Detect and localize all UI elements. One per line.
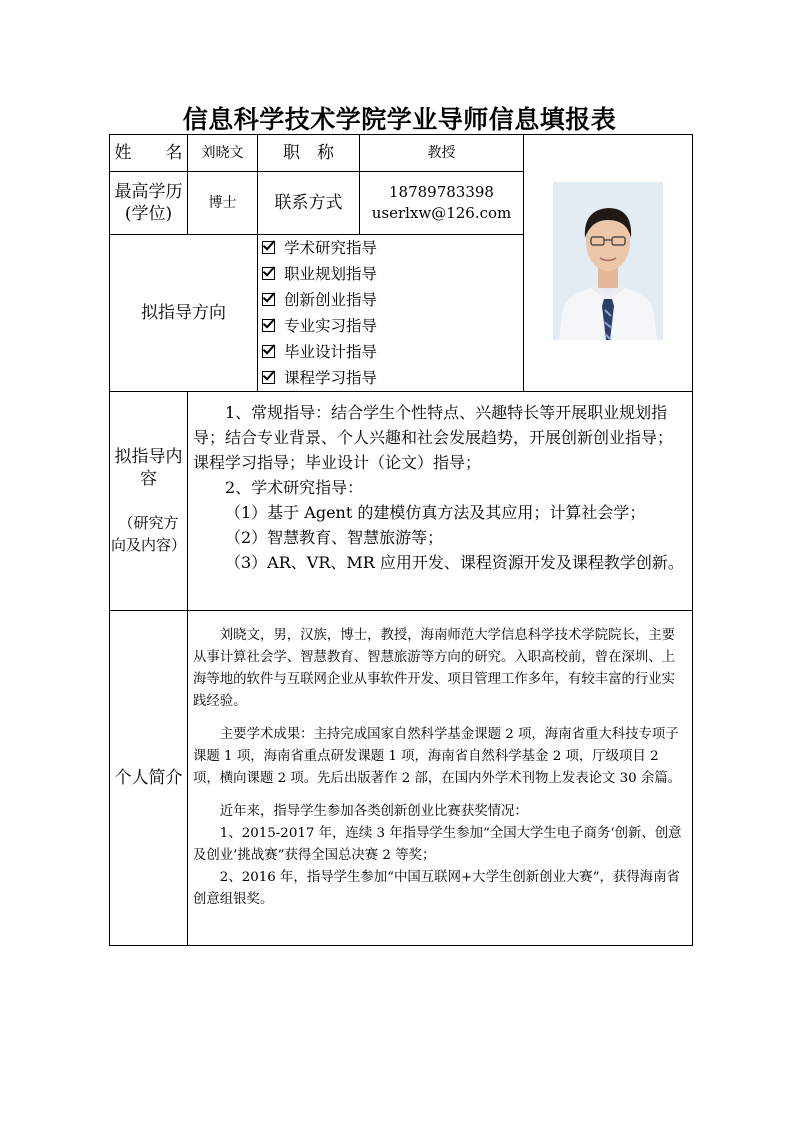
content-label-sub2: 向及内容） — [110, 536, 186, 554]
checked-box-icon — [262, 345, 275, 358]
bio-p1: 刘晓文，男，汉族，博士，教授，海南师范大学信息科学技术学院院长，主要从事计算社会学、智慧教育、智慧旅游等方向的研究。入职高校前，曾在深圳、上海等地的软件与互联网企业从事软件开发、项目管理工作多年，有较丰富的行业实践经验。 — [193, 628, 676, 709]
contact-label: 联系方式 — [258, 172, 360, 235]
checked-box-icon — [262, 293, 275, 306]
content-label — [110, 392, 188, 611]
bio-p2: 主要学术成果：主持完成国家自然科学基金课题 2 项，海南省重大科技专项子课题 1 项，海南省重点研发课题 1 项，海南省自然科学基金 2 项，厅级项目 2 项，横向课题 2 项。先后出版著作 2 部，在国内外学术刊物上发表论文 30 余篇。 — [193, 727, 682, 786]
check-label: 专业实习指导 — [284, 317, 378, 335]
title-label: 职 称 — [258, 135, 360, 172]
photo-cell — [524, 135, 693, 392]
check-label: 创新创业指导 — [284, 291, 378, 309]
bio-text — [188, 611, 693, 946]
content-label-line1: 拟指导内 — [114, 447, 183, 467]
check-item-internship — [262, 313, 401, 339]
phone-number: 18789783398 — [389, 183, 494, 201]
direction-checklist — [258, 235, 524, 392]
content-label-sub1: （研究方 — [118, 514, 179, 532]
check-item-career — [262, 261, 401, 287]
email-address: userlxw@126.com — [371, 204, 512, 222]
title-value: 教授 — [360, 135, 524, 172]
check-item-academic — [262, 235, 401, 261]
check-label: 毕业设计指导 — [284, 343, 378, 361]
contact-value — [360, 172, 524, 235]
content-p2: 2、学术研究指导： — [225, 478, 364, 497]
check-label: 课程学习指导 — [284, 369, 378, 387]
bio-p4: 1、2015-2017 年，连续 3 年指导学生参加“全国大学生电子商务‘创新、创意及创业’挑战赛”获得全国总决赛 2 等奖； — [193, 826, 682, 863]
check-item-graduation — [262, 339, 401, 365]
content-p5: （3）AR、VR、MR 应用开发、课程资源开发及课程教学创新。 — [225, 553, 684, 572]
name-label: 姓 名 — [110, 135, 188, 172]
checked-box-icon — [262, 241, 275, 254]
check-label: 职业规划指导 — [284, 265, 378, 283]
bio-label: 个人简介 — [110, 611, 188, 946]
info-table — [109, 134, 693, 946]
degree-label-line2: (学位) — [124, 204, 173, 224]
check-item-course — [262, 365, 401, 391]
degree-label — [110, 172, 188, 235]
checked-box-icon — [262, 267, 275, 280]
content-p3: （1）基于 Agent 的建模仿真方法及其应用；计算社会学； — [225, 503, 646, 522]
name-value: 刘晓文 — [188, 135, 258, 172]
degree-value: 博士 — [188, 172, 258, 235]
degree-label-line1: 最高学历 — [114, 182, 183, 202]
check-label: 学术研究指导 — [284, 239, 378, 257]
direction-label: 拟指导方向 — [110, 235, 258, 392]
content-text — [188, 392, 693, 611]
page-title: 信息科学技术学院学业导师信息填报表 — [182, 105, 617, 134]
bio-p5: 2、2016 年，指导学生参加“中国互联网+大学生创新创业大赛”，获得海南省创意组银奖。 — [193, 870, 680, 907]
person-portrait-icon — [553, 182, 663, 340]
content-p1: 1、常规指导：结合学生个性特点、兴趣特长等开展职业规划指导；结合专业背景、个人兴趣和社会发展趋势，开展创新创业指导；课程学习指导；毕业设计（论文）指导； — [193, 403, 674, 472]
check-item-innovation — [262, 287, 401, 313]
content-label-line2: 容 — [140, 469, 157, 489]
checked-box-icon — [262, 371, 275, 384]
checked-box-icon — [262, 319, 275, 332]
content-p4: （2）智慧教育、智慧旅游等； — [225, 528, 444, 547]
bio-p3: 近年来，指导学生参加各类创新创业比赛获奖情况： — [219, 804, 528, 819]
